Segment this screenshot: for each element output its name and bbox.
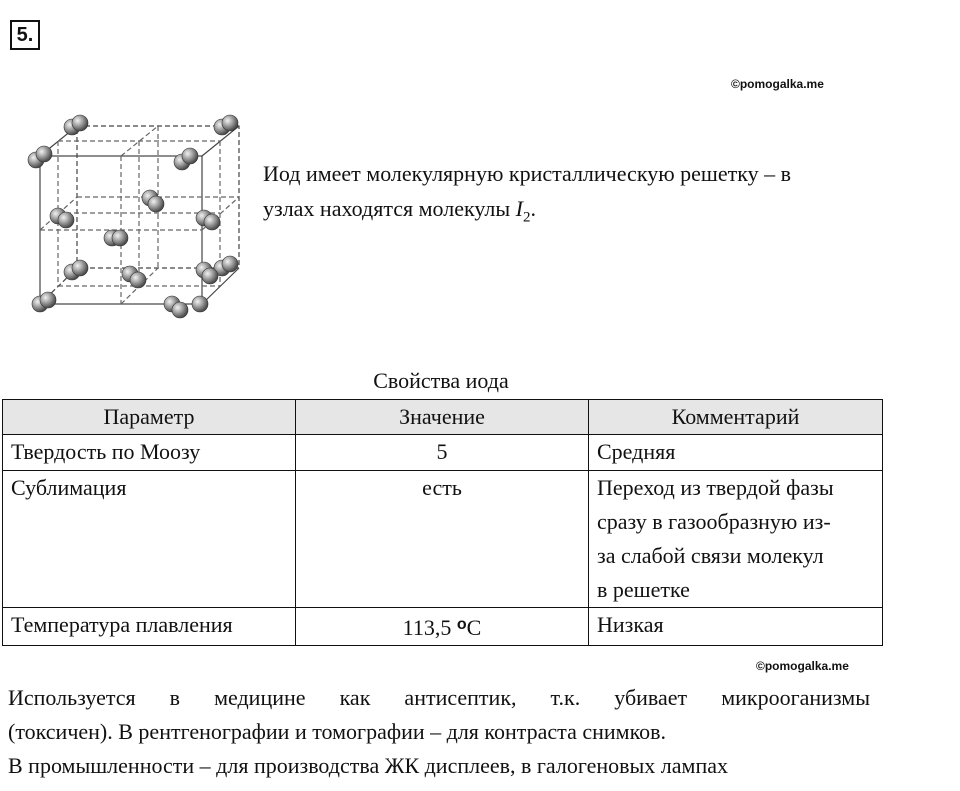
degree-symbol: o [456, 616, 467, 633]
intro-line-2 [263, 191, 903, 235]
comment-line: в решетке [597, 577, 690, 602]
table-caption: Свойства иода [373, 368, 509, 393]
cell-parameter: Сублимация [3, 471, 296, 608]
intro-line-2-suffix: . [530, 196, 536, 221]
cell-value: есть [296, 471, 589, 608]
cell-comment [589, 608, 883, 646]
table-row [3, 435, 883, 471]
iodine-properties-table [2, 399, 883, 646]
header-value: Значение [296, 400, 589, 435]
comment-line: сразу в газообразную из- [597, 509, 831, 534]
watermark-bottom: ©pomogalka.me [756, 659, 849, 673]
cell-parameter: Температура плавления [3, 608, 296, 646]
comment-line: за слабой связи молекул [597, 543, 824, 568]
cell-parameter: Твердость по Моозу [3, 435, 296, 471]
cell-value: 5 [296, 435, 589, 471]
header-comment: Комментарий [589, 400, 883, 435]
cell-value [296, 608, 589, 646]
task-number: 5. [10, 20, 40, 50]
table-row [3, 608, 883, 646]
header-parameter: Параметр [3, 400, 296, 435]
formula-subscript: 2 [522, 209, 531, 226]
table-header-row [3, 400, 883, 435]
value-unit: C [466, 615, 482, 640]
intro-text [263, 156, 903, 235]
usage-line-2: (токсичен). В рентгенографии и томографии – для контраста снимков. [8, 719, 667, 744]
usage-line-1: Используется в медицине как антисептик, т.к. убивает микрооганизмы [8, 685, 870, 710]
comment-line: Средняя [597, 439, 676, 464]
comment-line: Переход из твердой фазы [597, 475, 834, 500]
cell-comment [589, 435, 883, 471]
table-row [3, 471, 883, 608]
value-number: 113,5 [402, 615, 457, 640]
iodine-crystal-lattice-illustration [22, 108, 252, 326]
intro-line-1: Иод имеет молекулярную кристаллическую решетку – в [263, 161, 791, 186]
comment-line: Низкая [597, 612, 664, 637]
iodine-formula [515, 196, 531, 226]
usage-line-3: В промышленности – для производства ЖК дисплеев, в галогеновых лампах [8, 753, 729, 778]
cell-comment [589, 471, 883, 608]
watermark-top: ©pomogalka.me [731, 77, 824, 91]
usage-paragraph [8, 681, 870, 783]
intro-line-2-prefix: узлах находятся молекулы [263, 196, 516, 221]
formula-symbol: I [515, 196, 523, 221]
